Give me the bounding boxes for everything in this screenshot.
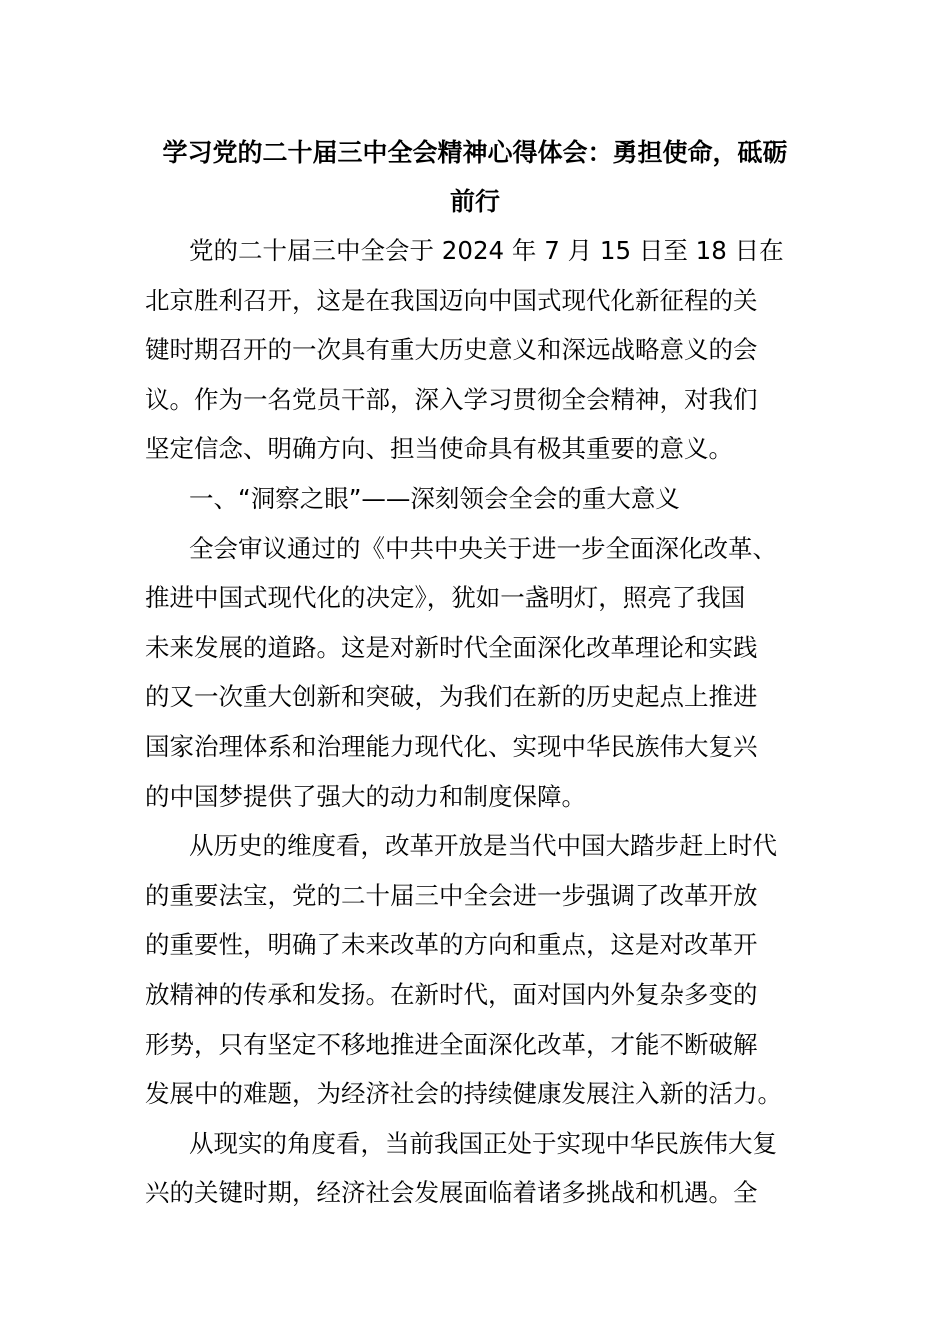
body-line: 党的二十届三中全会于 2024 年 7 月 15 日至 18 日在	[189, 236, 784, 265]
body-line: 议。作为一名党员干部，深入学习贯彻全会精神，对我们	[145, 384, 758, 414]
body-line: 全会审议通过的《中共中央关于进一步全面深化改革、	[189, 533, 777, 563]
body-line: 推进中国式现代化的决定》，犹如一盏明灯，照亮了我国	[145, 583, 746, 613]
body-line: 国家治理体系和治理能力现代化、实现中华民族伟大复兴	[145, 731, 758, 761]
body-line: 的又一次重大创新和突破，为我们在新的历史起点上推进	[145, 682, 758, 712]
body-line: 从现实的角度看，当前我国正处于实现中华民族伟大复	[189, 1128, 777, 1158]
title-line-1: 学习党的二十届三中全会精神心得体会：勇担使命，砥砺	[162, 138, 788, 167]
body-line: 坚定信念、明确方向、担当使命具有极其重要的意义。	[145, 434, 733, 464]
body-line: 放精神的传承和发扬。在新时代，面对国内外复杂多变的	[145, 979, 758, 1009]
body-line: 的中国梦提供了强大的动力和制度保障。	[145, 781, 586, 811]
body-line: 兴的关键时期，经济社会发展面临着诸多挑战和机遇。全	[145, 1178, 758, 1208]
body-line: 的重要性，明确了未来改革的方向和重点，这是对改革开	[145, 930, 758, 960]
body-line: 发展中的难题，为经济社会的持续健康发展注入新的活力。	[145, 1079, 782, 1109]
document-title	[140, 128, 810, 226]
body-line: 一、“洞察之眼”——深刻领会全会的重大意义	[189, 483, 680, 513]
body-line: 形势，只有坚定不移地推进全面深化改革，才能不断破解	[145, 1029, 758, 1059]
body-line: 键时期召开的一次具有重大历史意义和深远战略意义的会	[145, 335, 758, 365]
body-line: 未来发展的道路。这是对新时代全面深化改革理论和实践	[145, 632, 758, 662]
body-line: 从历史的维度看，改革开放是当代中国大踏步赶上时代	[189, 831, 777, 861]
body-line: 北京胜利召开，这是在我国迈向中国式现代化新征程的关	[145, 285, 758, 315]
document-body	[145, 226, 815, 1218]
body-line: 的重要法宝，党的二十届三中全会进一步强调了改革开放	[145, 880, 758, 910]
title-line-2: 前行	[449, 187, 500, 216]
